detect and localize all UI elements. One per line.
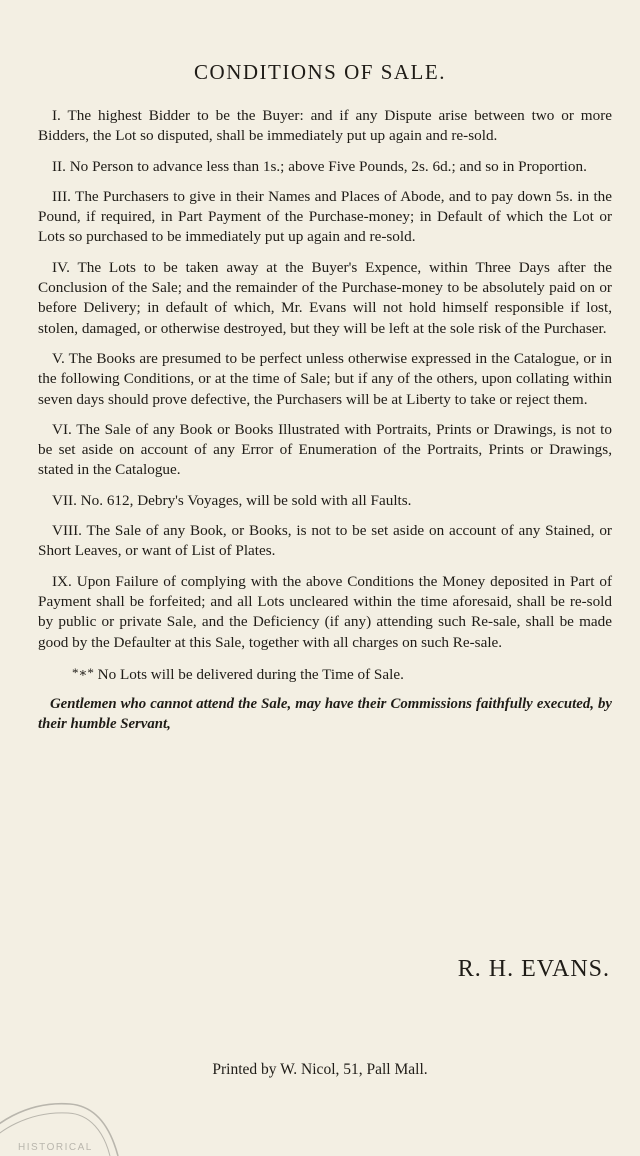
page-title: CONDITIONS OF SALE. (194, 60, 446, 84)
delivery-note-text: No Lots will be delivered during the Time of Sale. (97, 665, 404, 683)
condition-5: V. The Books are presumed to be perfect unless otherwise expressed in the Catalogue, or in the following Conditions, or at the time of Sale; but if any of the others, upon collating within seven days should prove defective, the Purchasers will be at Liberty to take or reject them. (38, 349, 612, 408)
library-stamp (0, 1086, 120, 1156)
asterism-mark: *∗* (72, 664, 94, 680)
condition-4: IV. The Lots to be taken away at the Buyer's Expence, within Three Days after the Conclusion of the Sale; and the remainder of the Purchase-money to be absolutely paid on or before Delivery; in default of which, Mr. Evans will not hold himself responsible if lost, stolen, damaged, or otherwise destroyed, but they will be left at the sole risk of the Purchaser. (38, 258, 612, 337)
condition-3: III. The Purchasers to give in their Names and Places of Abode, and to pay down 5s. in the Pound, if required, in Part Payment of the Purchase-money; in Default of which the Lot or Lots so purchased to be immediately put up again and re-sold. (38, 187, 612, 246)
commission-text: Gentlemen who cannot attend the Sale, may have their Commissions faithfully executed, by their humble Servant, (38, 696, 612, 733)
delivery-note (38, 663, 612, 685)
condition-1: I. The highest Bidder to be the Buyer: and if any Dispute arise between two or more Bidders, the Lot so disputed, shall be immediately put up again and re-sold. (38, 107, 612, 145)
condition-9: IX. Upon Failure of complying with the above Conditions the Money deposited in Part of Payment shall be forfeited; and all Lots uncleared within the time aforesaid, shall be re-sold by public or private Sale, and the Deficiency (if any) attending such Re-sale, shall be made good by the Defaulter at this Sale, together with all charges on such Re-sale. (38, 572, 612, 651)
printer-imprint: Printed by W. Nicol, 51, Pall Mall. (212, 1061, 428, 1078)
auctioneer-signature: R. H. EVANS. (457, 956, 610, 982)
condition-7: VII. No. 612, Debry's Voyages, will be sold with all Faults. (52, 491, 412, 509)
conditions-body (38, 106, 612, 734)
condition-6: VI. The Sale of any Book or Books Illustrated with Portraits, Prints or Drawings, is not to be set aside on account of any Error of Enumeration of the Portraits, Prints or Drawings, stated in the Catalogue. (38, 420, 612, 479)
svg-text:HISTORICAL: HISTORICAL (18, 1142, 93, 1153)
condition-8: VIII. The Sale of any Book, or Books, is not to be set aside on account of any Stained, or Short Leaves, or want of List of Plates. (38, 522, 612, 560)
condition-2: II. No Person to advance less than 1s.; above Five Pounds, 2s. 6d.; and so in Proportion. (52, 157, 587, 175)
